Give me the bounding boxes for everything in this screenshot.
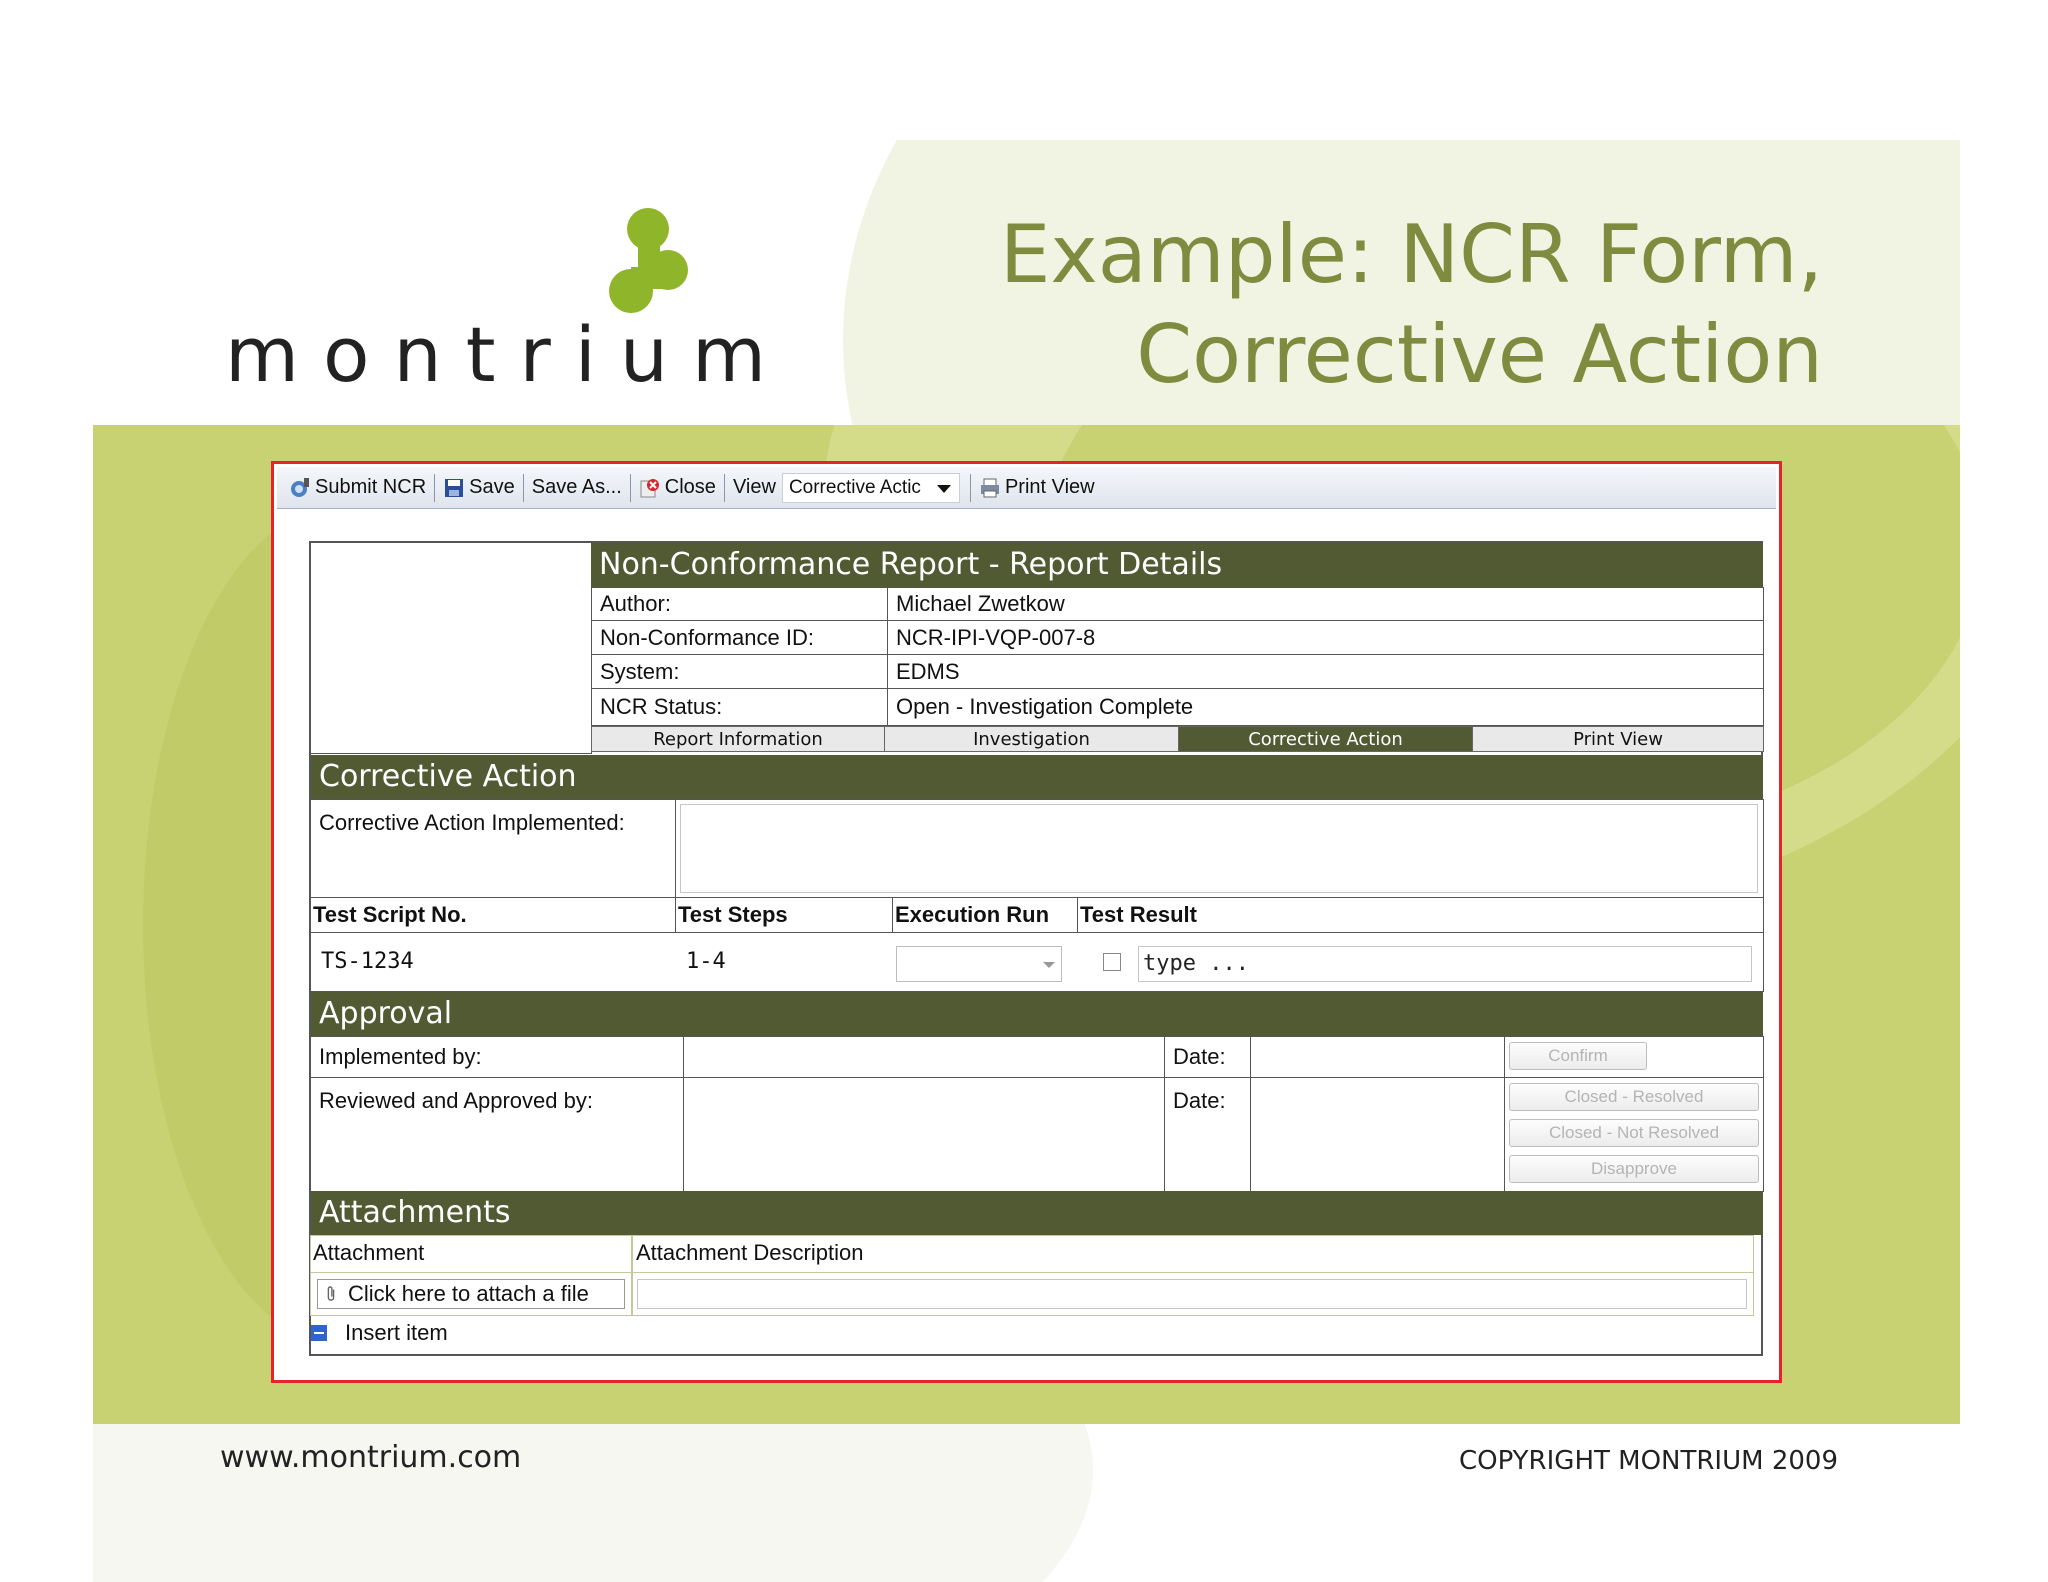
montrium-logo bbox=[225, 205, 805, 399]
save-button[interactable] bbox=[437, 471, 521, 505]
toolbar-divider bbox=[630, 474, 631, 502]
system-label: System: bbox=[591, 654, 888, 689]
floppy-disk-icon bbox=[443, 477, 465, 499]
implemented-date-label: Date: bbox=[1164, 1036, 1251, 1078]
ncr-form bbox=[309, 541, 1763, 1356]
test-result-input[interactable] bbox=[1138, 946, 1752, 982]
corrective-action-implemented-textarea[interactable] bbox=[680, 804, 1758, 893]
form-logo-area bbox=[310, 542, 592, 754]
close-label: Close bbox=[664, 476, 716, 498]
submit-icon bbox=[289, 477, 311, 499]
logo-mark-icon bbox=[593, 205, 703, 315]
view-select-value: Corrective Actic bbox=[788, 476, 921, 498]
col-test-steps: Test Steps bbox=[675, 897, 893, 933]
implemented-by-value[interactable] bbox=[683, 1036, 1165, 1078]
insert-item-link[interactable] bbox=[311, 1319, 448, 1347]
implemented-by-label: Implemented by: bbox=[310, 1036, 684, 1078]
test-script-no-value: TS-1234 bbox=[321, 949, 414, 974]
attachments-header: Attachments bbox=[311, 1191, 1763, 1235]
ncr-status-label: NCR Status: bbox=[591, 688, 888, 726]
logo-wordmark: montrium bbox=[225, 310, 791, 399]
attach-file-label: Click here to attach a file bbox=[348, 1281, 589, 1306]
closed-not-resolved-button[interactable]: Closed - Not Resolved bbox=[1509, 1119, 1759, 1147]
ncr-status-value: Open - Investigation Complete bbox=[887, 688, 1764, 726]
implemented-date-value[interactable] bbox=[1250, 1036, 1505, 1078]
report-details-header: Non-Conformance Report - Report Details bbox=[591, 543, 1763, 587]
confirm-button[interactable]: Confirm bbox=[1509, 1042, 1647, 1070]
col-execution-run: Execution Run bbox=[892, 897, 1078, 933]
ncr-id-label: Non-Conformance ID: bbox=[591, 620, 888, 655]
author-value: Michael Zwetkow bbox=[887, 587, 1764, 621]
attachment-description-input[interactable] bbox=[637, 1279, 1747, 1309]
submit-ncr-button[interactable] bbox=[283, 471, 432, 505]
ncr-form-window bbox=[271, 461, 1782, 1383]
reviewed-date-label: Date: bbox=[1164, 1077, 1251, 1192]
print-view-button[interactable] bbox=[973, 471, 1101, 505]
view-select[interactable] bbox=[782, 473, 960, 503]
toolbar-divider bbox=[724, 474, 725, 502]
close-icon bbox=[639, 477, 661, 499]
chevron-down-icon bbox=[937, 485, 951, 493]
tab-report-information[interactable]: Report Information bbox=[591, 726, 885, 752]
footer-url: www.montrium.com bbox=[220, 1440, 522, 1475]
attachments-column-divider bbox=[631, 1235, 633, 1315]
toolbar-divider bbox=[523, 474, 524, 502]
tab-corrective-action[interactable]: Corrective Action bbox=[1178, 726, 1473, 752]
attachments-row-divider bbox=[311, 1272, 1753, 1273]
col-attachment-description: Attachment Description bbox=[636, 1240, 864, 1265]
execution-run-select[interactable] bbox=[896, 946, 1062, 982]
reviewed-approved-value[interactable] bbox=[683, 1077, 1165, 1192]
slide-title bbox=[823, 205, 1823, 405]
insert-item-icon bbox=[311, 1325, 327, 1341]
ncr-id-value: NCR-IPI-VQP-007-8 bbox=[887, 620, 1764, 655]
tab-print-view[interactable]: Print View bbox=[1472, 726, 1764, 752]
submit-ncr-label: Submit NCR bbox=[315, 476, 427, 498]
save-label: Save bbox=[469, 476, 515, 498]
reviewed-date-value[interactable] bbox=[1250, 1077, 1505, 1192]
view-label: View bbox=[732, 476, 776, 498]
col-test-script-no: Test Script No. bbox=[310, 897, 676, 933]
chevron-down-icon bbox=[1043, 962, 1055, 968]
close-button[interactable] bbox=[633, 471, 722, 505]
col-attachment: Attachment bbox=[313, 1240, 425, 1265]
reviewed-approved-label: Reviewed and Approved by: bbox=[310, 1077, 684, 1192]
printer-icon bbox=[979, 477, 1001, 499]
col-test-result: Test Result bbox=[1077, 897, 1764, 933]
disapprove-button[interactable]: Disapprove bbox=[1509, 1155, 1759, 1183]
title-line-2: Corrective Action bbox=[1136, 308, 1823, 401]
corrective-action-header: Corrective Action bbox=[311, 755, 1763, 799]
footer-copyright: COPYRIGHT MONTRIUM 2009 bbox=[1458, 1446, 1838, 1476]
save-as-label: Save As... bbox=[531, 476, 622, 498]
toolbar-divider bbox=[434, 474, 435, 502]
test-result-checkbox[interactable] bbox=[1103, 953, 1121, 971]
paperclip-icon bbox=[324, 1285, 338, 1303]
title-line-1: Example: NCR Form, bbox=[999, 208, 1823, 301]
toolbar-divider bbox=[970, 474, 971, 502]
test-steps-value: 1-4 bbox=[686, 949, 726, 974]
attach-file-button[interactable] bbox=[317, 1279, 625, 1309]
save-as-button[interactable] bbox=[526, 471, 628, 505]
print-view-label: Print View bbox=[1004, 476, 1095, 498]
form-toolbar bbox=[277, 467, 1776, 509]
tab-investigation[interactable]: Investigation bbox=[884, 726, 1179, 752]
insert-item-label: Insert item bbox=[345, 1320, 448, 1345]
system-value: EDMS bbox=[887, 654, 1764, 689]
closed-resolved-button[interactable]: Closed - Resolved bbox=[1509, 1083, 1759, 1111]
author-label: Author: bbox=[591, 587, 888, 621]
corrective-action-implemented-label: Corrective Action Implemented: bbox=[310, 799, 676, 898]
test-result-placeholder: type ... bbox=[1143, 951, 1249, 976]
approval-header: Approval bbox=[311, 992, 1763, 1036]
